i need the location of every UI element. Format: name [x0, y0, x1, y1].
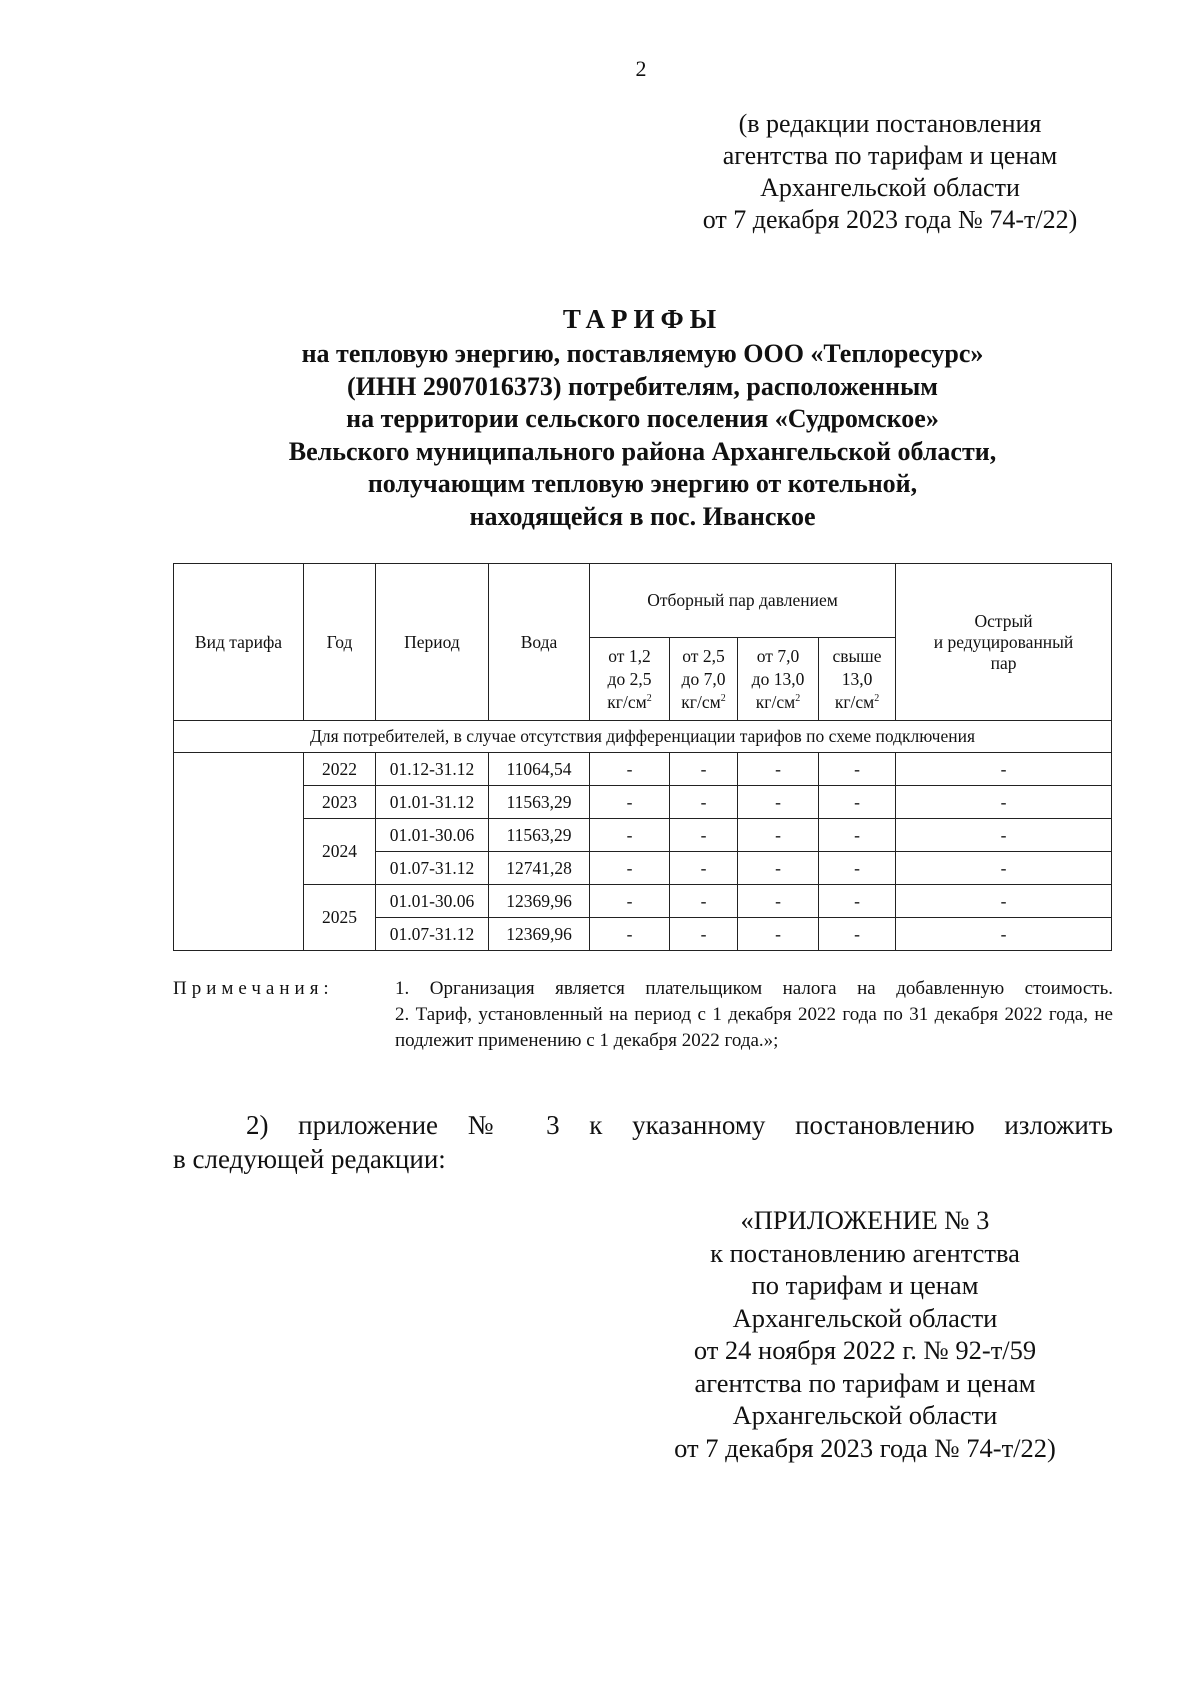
header-steam-range-3 — [738, 638, 819, 721]
period-cell: 01.07-31.12 — [376, 918, 489, 951]
steam-cell: - — [819, 918, 896, 951]
amendment-paragraph — [173, 1108, 1113, 1176]
water-cell: 12369,96 — [489, 885, 590, 918]
header-steam-range-4 — [819, 638, 896, 721]
year-cell: 2025 — [304, 885, 376, 951]
notes-body — [395, 976, 1113, 1054]
appendix-line: агентства по тарифам и ценам — [694, 1367, 1036, 1398]
subtitle-line: (ИНН 2907016373) потребителям, расположенным — [347, 371, 938, 401]
year-cell: 2023 — [304, 786, 376, 819]
water-cell: 11064,54 — [489, 753, 590, 786]
steam-cell: - — [590, 753, 670, 786]
unit-exponent: 2 — [646, 692, 652, 704]
tariff-type-cell — [174, 753, 304, 951]
steam-cell: - — [590, 819, 670, 852]
steam-cell: - — [738, 852, 819, 885]
header-steam-range-2 — [670, 638, 738, 721]
note-item: 1. Организация является плательщиком налога на добавленную стоимость. — [395, 978, 1113, 999]
range-unit — [738, 691, 818, 714]
appendix-line: от 24 ноября 2022 г. № 92-т/59 — [693, 1335, 1037, 1365]
steam-cell: - — [738, 885, 819, 918]
steam-cell: - — [819, 819, 896, 852]
subtitle-line: на тепловую энергию, поставляемую ООО «Теплоресурс» — [301, 339, 984, 368]
range-from: от 7,0 — [756, 645, 800, 666]
range-to: 13,0 — [841, 668, 873, 689]
range-unit-text: кг/см — [681, 691, 721, 712]
year-cell: 2024 — [304, 819, 376, 885]
range-from: свыше — [832, 645, 882, 666]
range-unit-text: кг/см — [607, 691, 647, 712]
appendix-line: Архангельской области — [732, 1400, 998, 1430]
table-row — [174, 753, 1112, 786]
range-to: до 13,0 — [751, 668, 805, 689]
period-cell: 01.12-31.12 — [376, 753, 489, 786]
steam-cell: - — [590, 852, 670, 885]
water-cell: 12741,28 — [489, 852, 590, 885]
header-sharp-steam-line: пар — [990, 652, 1017, 673]
steam-cell: - — [738, 819, 819, 852]
sharp-steam-cell: - — [896, 753, 1112, 786]
sharp-steam-cell: - — [896, 918, 1112, 951]
appendix-line: к постановлению агентства — [710, 1237, 1020, 1268]
range-unit — [670, 691, 737, 714]
page-number: 2 — [635, 56, 647, 81]
paragraph-line: в следующей редакции: — [173, 1144, 446, 1174]
steam-cell: - — [738, 753, 819, 786]
steam-cell: - — [670, 753, 738, 786]
steam-cell: - — [738, 918, 819, 951]
steam-cell: - — [819, 786, 896, 819]
sharp-steam-cell: - — [896, 786, 1112, 819]
steam-cell: - — [670, 918, 738, 951]
steam-cell: - — [590, 885, 670, 918]
table-row — [174, 885, 1112, 918]
header-water: Вода — [489, 564, 590, 721]
steam-cell: - — [670, 885, 738, 918]
appendix-line: Архангельской области — [732, 1302, 998, 1333]
water-cell: 12369,96 — [489, 918, 590, 951]
header-period: Период — [376, 564, 489, 721]
header-steam-range-1 — [590, 638, 670, 721]
subtitle-line: получающим тепловую энергию от котельной, — [367, 469, 918, 498]
document-title: ТАРИФЫ — [562, 304, 723, 334]
range-unit-text: кг/см — [755, 691, 796, 712]
range-to: до 2,5 — [607, 668, 652, 689]
paragraph-line: 2) приложение № 3 к указанному постановлению изложить — [246, 1110, 1113, 1140]
appendix-line: от 7 декабря 2023 года № 74-т/22) — [674, 1432, 1056, 1463]
steam-cell: - — [590, 918, 670, 951]
range-to: до 7,0 — [681, 668, 726, 689]
unit-exponent: 2 — [874, 692, 880, 704]
subtitle-line: на территории сельского поселения «Судромское» — [346, 404, 939, 433]
header-year: Год — [304, 564, 376, 721]
steam-cell: - — [670, 819, 738, 852]
water-cell: 11563,29 — [489, 786, 590, 819]
tariff-table — [173, 563, 1112, 951]
appendix-line: «ПРИЛОЖЕНИЕ № 3 — [740, 1205, 990, 1235]
period-cell: 01.01-30.06 — [376, 885, 489, 918]
header-selected-steam: Отборный пар давлением — [590, 564, 896, 638]
header-sharp-steam-line: и редуцированный — [933, 631, 1074, 652]
note-item: 2. Тариф, установленный на период с 1 декабря 2022 года по 31 декабря 2022 года, не подлежит применению с 1 декабря 2022 года.»; — [395, 1004, 1113, 1051]
header-sharp-steam-line: Острый — [974, 610, 1033, 631]
table-row — [174, 786, 1112, 819]
unit-exponent: 2 — [795, 692, 801, 704]
period-cell: 01.01-31.12 — [376, 786, 489, 819]
steam-cell: - — [819, 885, 896, 918]
range-unit — [590, 691, 669, 714]
steam-cell: - — [738, 786, 819, 819]
range-unit — [819, 691, 895, 714]
redaction-note-line: Архангельской области — [760, 173, 1020, 202]
sharp-steam-cell: - — [896, 819, 1112, 852]
redaction-note — [650, 108, 1130, 236]
sharp-steam-cell: - — [896, 852, 1112, 885]
appendix-header — [630, 1204, 1100, 1464]
notes-label: Примечания: — [173, 978, 334, 999]
water-cell: 11563,29 — [489, 819, 590, 852]
range-from: от 2,5 — [682, 645, 725, 666]
redaction-note-line: (в редакции постановления — [738, 109, 1042, 138]
subtitle-line: находящейся в пос. Иванское — [469, 501, 816, 531]
sharp-steam-cell: - — [896, 885, 1112, 918]
steam-cell: - — [819, 852, 896, 885]
section-label: Для потребителей, в случае отсутствия дифференциации тарифов по схеме подключения — [174, 721, 1112, 753]
range-from: от 1,2 — [608, 645, 651, 666]
unit-exponent: 2 — [720, 692, 726, 704]
subtitle-line: Вельского муниципального района Архангельской области, — [288, 436, 997, 466]
period-cell: 01.01-30.06 — [376, 819, 489, 852]
year-cell: 2022 — [304, 753, 376, 786]
header-tariff-type: Вид тарифа — [174, 564, 304, 721]
redaction-note-line: агентства по тарифам и ценам — [722, 141, 1058, 170]
document-subtitle — [160, 338, 1125, 533]
steam-cell: - — [670, 786, 738, 819]
range-unit-text: кг/см — [834, 691, 875, 712]
table-row — [174, 819, 1112, 852]
header-sharp-steam — [896, 564, 1112, 721]
steam-cell: - — [590, 786, 670, 819]
period-cell: 01.07-31.12 — [376, 852, 489, 885]
appendix-line: по тарифам и ценам — [751, 1270, 979, 1300]
redaction-note-line: от 7 декабря 2023 года № 74-т/22) — [702, 205, 1078, 234]
steam-cell: - — [670, 852, 738, 885]
steam-cell: - — [819, 753, 896, 786]
